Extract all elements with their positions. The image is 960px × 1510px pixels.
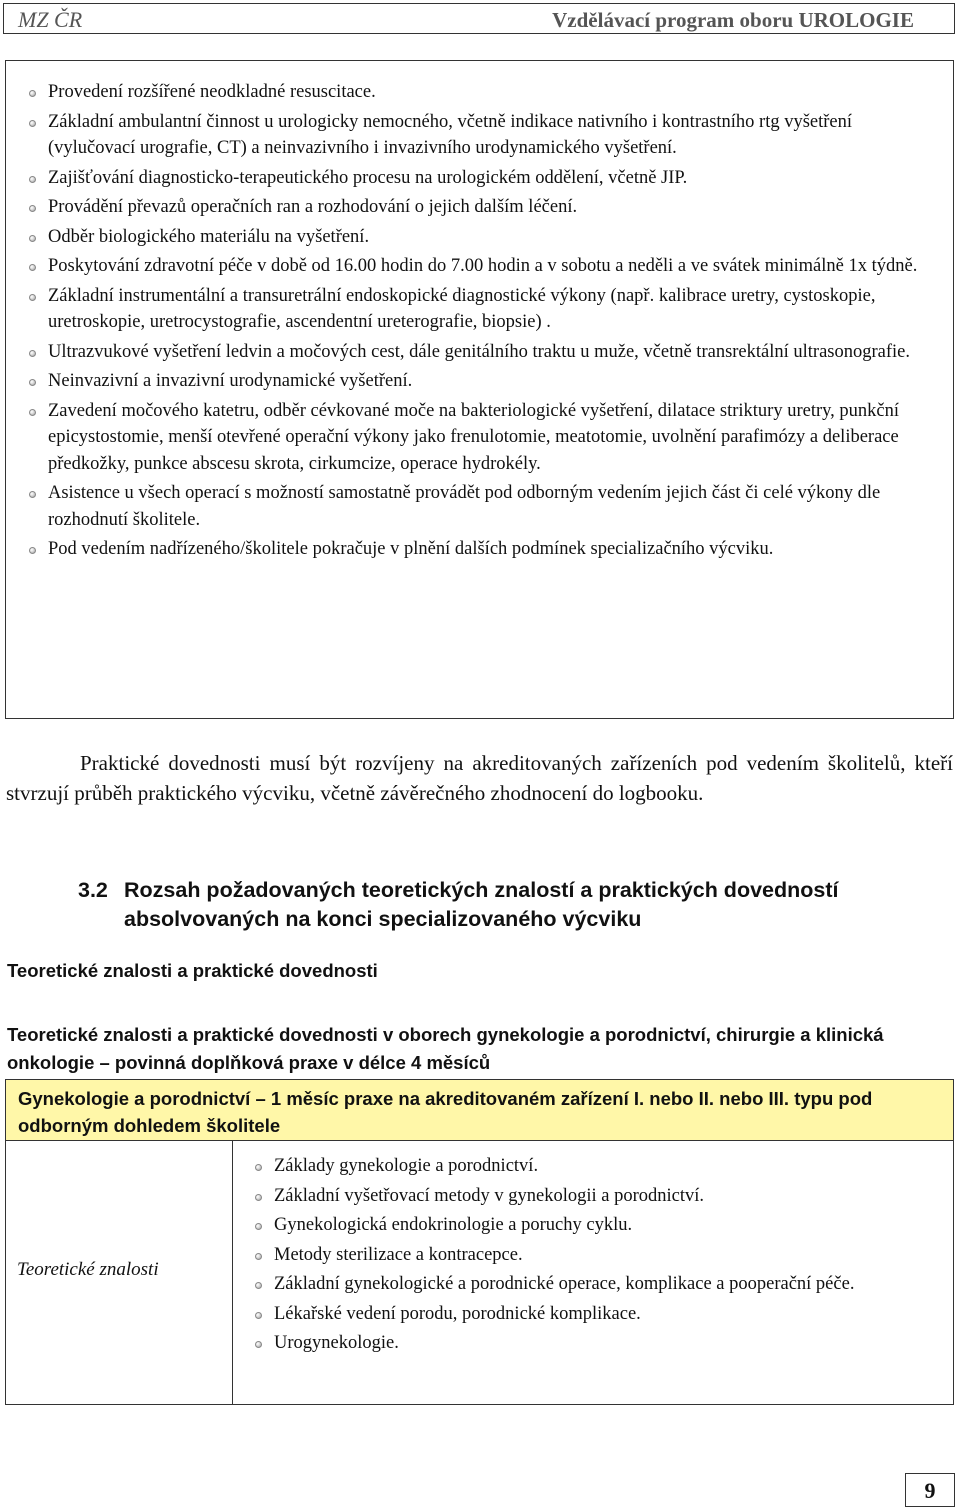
list-item: Základní vyšetřovací metody v gynekologii a porodnictví. xyxy=(232,1183,952,1210)
list-item: Urogynekologie. xyxy=(232,1330,952,1357)
paragraph-text: Praktické dovednosti musí být rozvíjeny na akreditovaných zařízeních pod vedením školitelů, kteří stvrzují průběh praktického výcviku, včetně závěrečného zhodnocení do logbooku. xyxy=(6,751,953,805)
section-heading xyxy=(78,876,924,934)
list-item: Zajišťování diagnosticko-terapeutického procesu na urologickém oddělení, včetně JIP. xyxy=(6,165,941,192)
list-item: Poskytování zdravotní péče v době od 16.00 hodin do 7.00 hodin a v sobotu a neděli a ve svátek minimálně 1x týdně. xyxy=(6,253,941,280)
subheading-knowledge: Teoretické znalosti a praktické dovednosti xyxy=(7,960,378,981)
list-item: Lékařské vedení porodu, porodnické komplikace. xyxy=(232,1301,952,1328)
list-item: Odběr biologického materiálu na vyšetření. xyxy=(6,224,941,251)
header-program-title: Vzdělávací program oboru UROLOGIE xyxy=(552,8,914,32)
list-item: Metody sterilizace a kontracepce. xyxy=(232,1242,952,1269)
page-header xyxy=(3,3,955,34)
knowledge-table xyxy=(5,1141,954,1405)
list-item: Neinvazivní a invazivní urodynamické vyšetření. xyxy=(6,368,941,395)
body-paragraph xyxy=(6,748,953,808)
page-number: 9 xyxy=(905,1473,955,1507)
header-ministry: MZ ČR xyxy=(18,7,83,32)
list-item: Základní ambulantní činnost u urologicky nemocného, včetně indikace nativního i kontrastního rtg vyšetření (vylučovací urografie, CT) a neinvazivního i invazivního urodynamického vyšetření. xyxy=(6,109,941,162)
knowledge-list xyxy=(232,1153,952,1360)
table-header-gynecology: Gynekologie a porodnictví – 1 měsíc praxe na akreditovaném zařízení I. nebo II. nebo III. typu pod odborným dohledem školitele xyxy=(5,1079,954,1141)
subheading-supplementary-practice: Teoretické znalosti a praktické dovednosti v oborech gynekologie a porodnictví, chirurgie a klinická onkologie – povinná doplňková praxe v délce 4 měsíců xyxy=(7,1024,884,1073)
practical-skills-box xyxy=(5,60,954,719)
list-item: Provedení rozšířené neodkladné resuscitace. xyxy=(6,79,941,106)
list-item: Základní gynekologické a porodnické operace, komplikace a pooperační péče. xyxy=(232,1271,952,1298)
list-item: Základy gynekologie a porodnictví. xyxy=(232,1153,952,1180)
practical-skills-list xyxy=(6,79,941,566)
list-item: Základní instrumentální a transuretrální endoskopické diagnostické výkony (např. kalibrace uretry, cystoskopie, uretroskopie, uretrocystografie, ascendentní ureterografie, biopsie) . xyxy=(6,283,941,336)
table-row-label: Teoretické znalosti xyxy=(17,1259,159,1280)
list-item: Asistence u všech operací s možností samostatně provádět pod odborným vedením jejich část či celé výkony dle rozhodnutí školitele. xyxy=(6,480,941,533)
section-title: Rozsah požadovaných teoretických znalostí a praktických dovedností absolvovaných na konci specializovaného výcviku xyxy=(124,878,839,931)
list-item: Ultrazvukové vyšetření ledvin a močových cest, dále genitálního traktu u muže, včetně transrektální ultrasonografie. xyxy=(6,339,941,366)
list-item: Gynekologická endokrinologie a poruchy cyklu. xyxy=(232,1212,952,1239)
section-number: 3.2 xyxy=(78,878,108,902)
list-item: Provádění převazů operačních ran a rozhodování o jejich dalším léčení. xyxy=(6,194,941,221)
list-item: Zavedení močového katetru, odběr cévkované moče na bakteriologické vyšetření, dilatace striktury uretry, punkční epicystostomie, menší otevřené operační výkony jako frenulotomie, meatotomie, uvolnění parafimózy a deliberace předkožky, punkce abscesu skrota, cirkumcize, operace hydrokély. xyxy=(6,398,941,478)
list-item: Pod vedením nadřízeného/školitele pokračuje v plnění dalších podmínek specializačního výcviku. xyxy=(6,536,941,563)
